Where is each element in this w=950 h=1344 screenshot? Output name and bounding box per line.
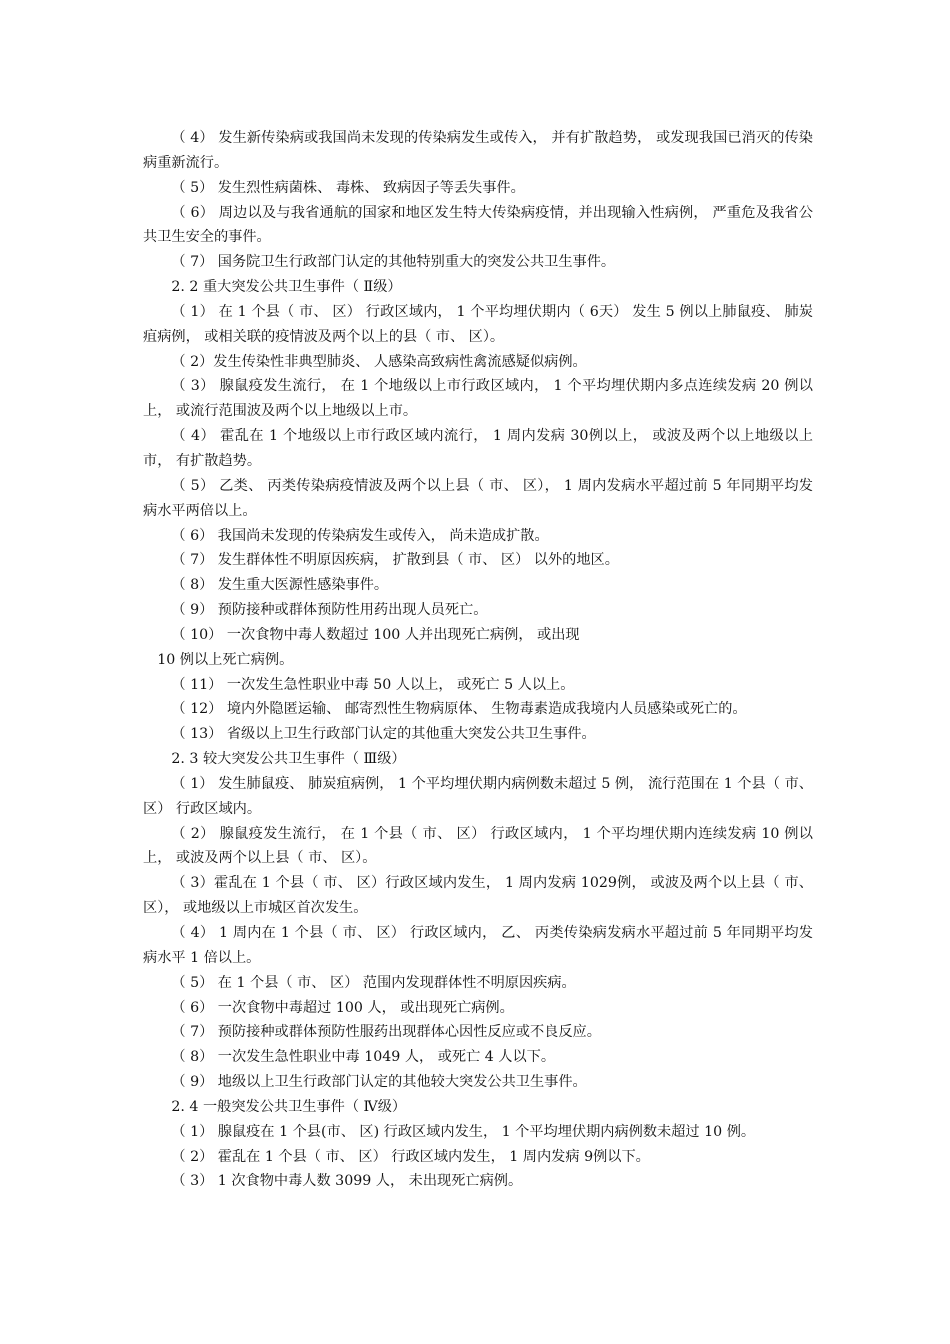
section-heading-2-3: 2. 3 较大突发公共卫生事件（ Ⅲ级） [171, 751, 406, 768]
paragraph-item-6: （ 6） 我国尚未发现的传染病发生或传入， 尚未造成扩散。 [171, 527, 549, 544]
paragraph-item-6: （ 6） 周边以及与我省通航的国家和地区发生特大传染病疫情，并出现输入性病例， 严重危及我省公共卫生安全的事件。 [143, 204, 813, 246]
section-heading-2-4: 2. 4 一般突发公共卫生事件（ Ⅳ级） [171, 1098, 407, 1115]
paragraph-item-7: （ 7） 预防接种或群体预防性服药出现群体心因性反应或不良反应。 [171, 1024, 601, 1041]
paragraph-item-4: （ 4） 1 周内在 1 个县（ 市、 区） 行政区域内， 乙、 丙类传染病发病水平超过前 5 年同期平均发病水平 1 倍以上。 [143, 925, 813, 966]
paragraph-item-3: （ 3） 1 次食物中毒人数 3099 人， 未出现死亡病例。 [171, 1173, 523, 1190]
section-heading-2-2: 2. 2 重大突发公共卫生事件（ Ⅱ级） [171, 279, 402, 296]
paragraph-item-1: （ 1） 腺鼠疫在 1 个县(市、 区) 行政区域内发生， 1 个平均埋伏期内病例数未超过 10 例。 [171, 1123, 756, 1140]
paragraph-item-6: （ 6） 一次食物中毒超过 100 人， 或出现死亡病例。 [171, 999, 514, 1016]
paragraph-item-4: （ 4） 霍乱在 1 个地级以上市行政区域内流行， 1 周内发病 30例以上， 或波及两个以上地级以上市， 有扩散趋势。 [143, 428, 813, 469]
paragraph-item-11: （ 11） 一次发生急性职业中毒 50 人以上， 或死亡 5 人以上。 [171, 676, 575, 693]
paragraph-item-8: （ 8） 一次发生急性职业中毒 1049 人， 或死亡 4 人以下。 [171, 1049, 556, 1066]
paragraph-item-4: （ 4） 发生新传染病或我国尚未发现的传染病发生或传入， 并有扩散趋势， 或发现我国已消灭的传染病重新流行。 [143, 130, 813, 171]
paragraph-item-9: （ 9） 预防接种或群体预防性用药出现人员死亡。 [171, 602, 488, 619]
paragraph-item-5: （ 5） 乙类、 丙类传染病疫情波及两个以上县（ 市、 区）， 1 周内发病水平超过前 5 年同期平均发病水平两倍以上。 [143, 477, 813, 519]
paragraph-item-2: （ 2） 腺鼠疫发生流行， 在 1 个县（ 市、 区） 行政区域内， 1 个平均埋伏期内连续发病 10 例以上， 或波及两个以上县（ 市、 区）。 [143, 825, 813, 867]
paragraph-item-9: （ 9） 地级以上卫生行政部门认定的其他较大突发公共卫生事件。 [171, 1074, 587, 1091]
paragraph-item-1: （ 1） 发生肺鼠疫、 肺炭疽病例， 1 个平均埋伏期内病例数未超过 5 例， 流行范围在 1 个县（ 市、 区） 行政区域内。 [143, 775, 813, 817]
paragraph-item-1: （ 1） 在 1 个县（ 市、 区） 行政区域内， 1 个平均埋伏期内（ 6天） 发生 5 例以上肺鼠疫、 肺炭疽病例， 或相关联的疫情波及两个以上的县（ 市、 区）。 [143, 303, 813, 345]
paragraph-item-3: （ 3） 腺鼠疫发生流行， 在 1 个地级以上市行政区域内， 1 个平均埋伏期内多点连续发病 20 例以上， 或流行范围波及两个以上地级以上市。 [143, 378, 813, 420]
paragraph-item-10-continued: 10 例以上死亡病例。 [157, 651, 294, 668]
paragraph-item-12: （ 12） 境内外隐匿运输、 邮寄烈性生物病原体、 生物毒素造成我境内人员感染或死亡的。 [171, 701, 747, 718]
paragraph-item-2: （ 2）发生传染性非典型肺炎、 人感染高致病性禽流感疑似病例。 [171, 353, 587, 370]
paragraph-item-5: （ 5） 在 1 个县（ 市、 区） 范围内发现群体性不明原因疾病。 [171, 974, 576, 991]
paragraph-item-8: （ 8） 发生重大医源性感染事件。 [171, 577, 389, 594]
paragraph-item-7: （ 7） 发生群体性不明原因疾病， 扩散到县（ 市、 区） 以外的地区。 [171, 552, 619, 569]
paragraph-item-7: （ 7） 国务院卫生行政部门认定的其他特别重大的突发公共卫生事件。 [171, 254, 616, 271]
paragraph-item-3: （ 3）霍乱在 1 个县（ 市、 区）行政区域内发生， 1 周内发病 1029例， 或波及两个以上县（ 市、 区）， 或地级以上市城区首次发生。 [143, 875, 813, 917]
paragraph-item-2: （ 2） 霍乱在 1 个县（ 市、 区） 行政区域内发生， 1 周内发病 9例以下。 [171, 1148, 650, 1165]
paragraph-item-13: （ 13） 省级以上卫生行政部门认定的其他重大突发公共卫生事件。 [171, 726, 596, 743]
paragraph-item-5: （ 5） 发生烈性病菌株、 毒株、 致病因子等丢失事件。 [171, 179, 525, 196]
paragraph-item-10: （ 10） 一次食物中毒人数超过 100 人并出现死亡病例， 或出现 [171, 626, 580, 643]
document-body [143, 126, 813, 1194]
